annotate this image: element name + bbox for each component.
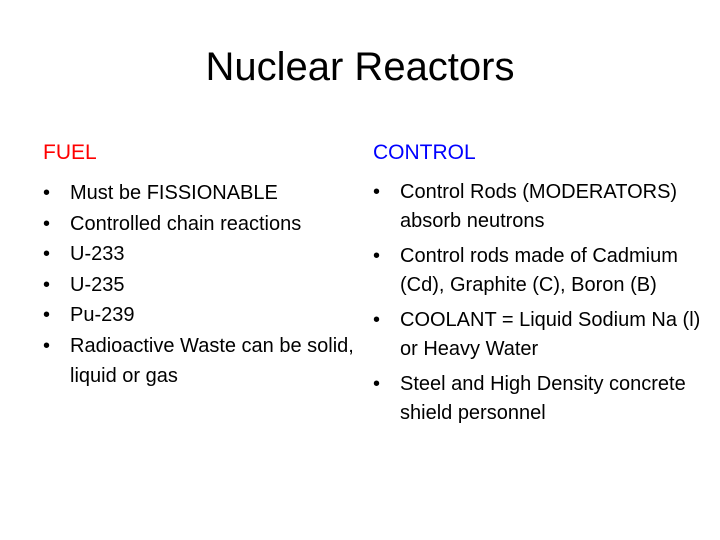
- fuel-item-text: Pu-239: [70, 304, 135, 326]
- list-item: [43, 300, 363, 331]
- control-item-text: Control rods made of Cadmium (Cd), Graphite (C), Boron (B): [400, 245, 678, 296]
- list-item: [43, 239, 363, 270]
- fuel-item-text: U-235: [70, 273, 125, 296]
- bullet-icon: •: [43, 304, 51, 326]
- bullet-icon: •: [43, 334, 51, 357]
- fuel-item-text: U-233: [70, 243, 125, 265]
- list-item: [43, 331, 363, 392]
- control-item-text: COOLANT = Liquid Sodium Na (l) or Heavy Water: [400, 309, 701, 360]
- fuel-item-text: Must be FISSIONABLE: [70, 182, 278, 204]
- slide-title: Nuclear Reactors: [205, 45, 515, 89]
- list-item: [373, 306, 703, 364]
- bullet-icon: •: [43, 182, 51, 204]
- list-item: [43, 209, 363, 240]
- bullet-icon: •: [373, 245, 381, 267]
- fuel-item-text: Controlled chain reactions: [70, 212, 302, 235]
- bullet-icon: •: [43, 243, 51, 265]
- control-heading: CONTROL: [373, 141, 476, 164]
- list-item: [43, 178, 363, 209]
- bullet-icon: •: [43, 212, 51, 235]
- bullet-icon: •: [373, 373, 381, 395]
- bullet-icon: •: [373, 181, 381, 203]
- control-column: [373, 140, 703, 428]
- control-item-text: Control Rods (MODERATORS) absorb neutrons: [400, 181, 678, 232]
- fuel-column: [43, 140, 363, 392]
- bullet-icon: •: [373, 309, 381, 331]
- list-item: [373, 178, 703, 236]
- list-item: [43, 270, 363, 301]
- list-item: [373, 370, 703, 428]
- control-list: [373, 178, 703, 428]
- fuel-heading: FUEL: [43, 141, 97, 164]
- control-item-text: Steel and High Density concrete shield personnel: [400, 373, 686, 424]
- fuel-item-text: Radioactive Waste can be solid, liquid or gas: [70, 334, 354, 387]
- bullet-icon: •: [43, 273, 51, 296]
- fuel-list: [43, 178, 363, 392]
- list-item: [373, 242, 703, 300]
